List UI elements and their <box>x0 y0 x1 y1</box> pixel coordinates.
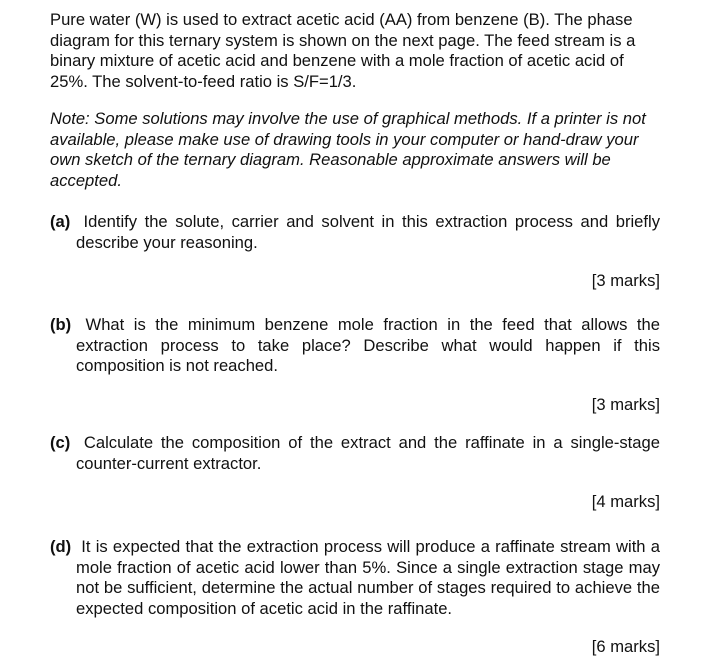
question-b <box>50 315 660 415</box>
question-b-label: (b) <box>50 315 72 334</box>
question-a-marks: [3 marks] <box>591 271 660 290</box>
question-a-text: Identify the solute, carrier and solvent in this extraction process and briefly describe your reasoning. <box>76 212 660 252</box>
question-a-text-block <box>50 212 660 253</box>
question-b-text: What is the minimum benzene mole fraction in the feed that allows the extraction process to take place? Describe what would happen if this composition is not reached. <box>76 315 660 375</box>
question-c-label: (c) <box>50 433 71 452</box>
question-b-marks: [3 marks] <box>591 394 660 414</box>
question-d-marks: [6 marks] <box>591 637 660 656</box>
question-a <box>50 212 660 292</box>
note-paragraph: Note: Some solutions may involve the use of graphical methods. If a printer is not available, please make use of drawing tools in your computer or hand-draw your own sketch of the ternary diagram. Reasonable approximate answers will be accepted. <box>50 109 646 190</box>
question-d <box>50 537 660 658</box>
question-d-text: It is expected that the extraction process will produce a raffinate stream with a mole fraction of acetic acid lower than 5%. Since a single extraction stage may not be sufficient, determine the actual number of stages required to achieve the expected composition of acetic acid in the raffinate. <box>76 537 660 618</box>
question-a-label: (a) <box>50 212 71 231</box>
problem-statement: Pure water (W) is used to extract acetic acid (AA) from benzene (B). The phase diagram for this ternary system is shown on the next page. The feed stream is a binary mixture of acetic acid and benzene with a mole fraction of acetic acid of 25%. The solvent-to-feed ratio is S/F=1/3. <box>50 10 636 91</box>
question-c <box>50 433 660 513</box>
question-d-text-block <box>50 537 660 619</box>
question-d-label: (d) <box>50 537 72 556</box>
question-c-text: Calculate the composition of the extract and the raffinate in a single-stage counter-current extractor. <box>76 433 660 473</box>
question-c-text-block <box>50 433 660 474</box>
question-b-text-block <box>50 315 660 377</box>
question-c-marks: [4 marks] <box>591 492 660 511</box>
